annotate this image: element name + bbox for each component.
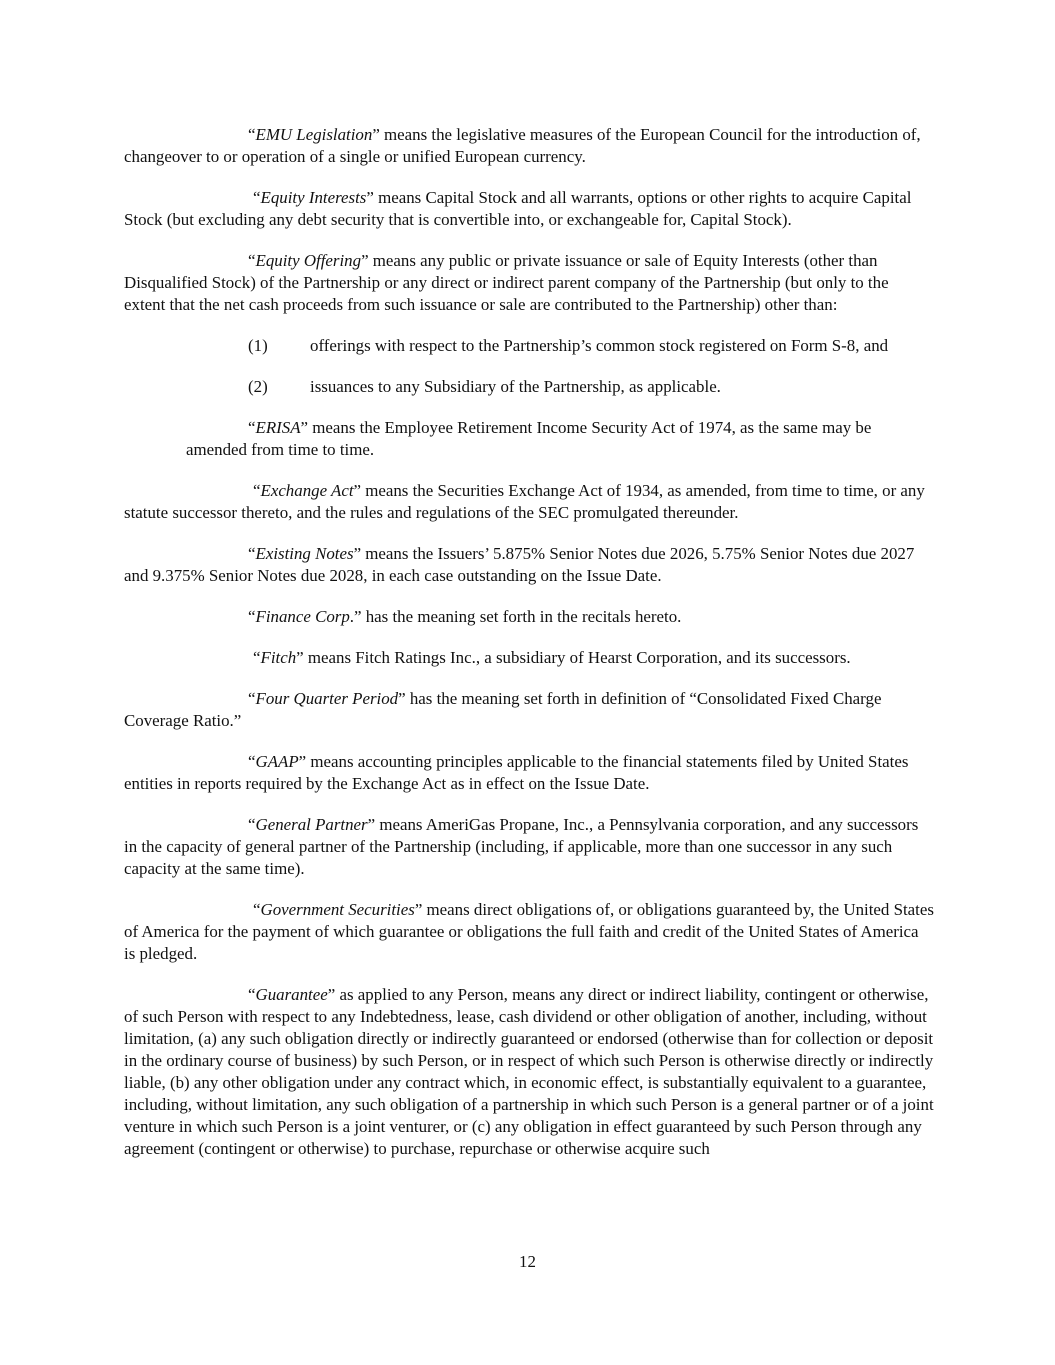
definition-text: ” means AmeriGas Propane, Inc., a Pennsylvania corporation, and any successors in the capacity of general partner of the Partnership (including, if applicable, more than one successor in any such capacity at the same time). (124, 815, 919, 878)
page-number: 12 (519, 1252, 536, 1271)
open-quote: “ (253, 648, 261, 667)
defined-term: Equity Interests (260, 188, 367, 207)
defined-term: Four Quarter Period (255, 689, 399, 708)
open-quote: “ (248, 607, 256, 626)
defined-term: Exchange Act (260, 481, 354, 500)
list-item-number: (1) (248, 336, 268, 355)
list-item-number: (2) (248, 377, 268, 396)
definition-emu-legislation (124, 124, 934, 168)
open-quote: “ (248, 689, 256, 708)
defined-term: General Partner (255, 815, 368, 834)
list-item-2 (124, 376, 934, 398)
open-quote: “ (248, 985, 256, 1004)
definition-text: ” means the Employee Retirement Income Security Act of 1974, as the same may be amended from time to time. (186, 418, 872, 459)
definition-fitch (124, 647, 934, 669)
definition-gaap (124, 751, 934, 795)
defined-term: Government Securities (260, 900, 415, 919)
definition-text: .” has the meaning set forth in the recitals hereto. (349, 607, 682, 626)
defined-term: GAAP (255, 752, 299, 771)
definition-text: ” as applied to any Person, means any direct or indirect liability, contingent or otherwise, of such Person with respect to any Indebtedness, lease, cash dividend or other obligation of another, including, without limitation, (a) any such obligation directly or indirectly guaranteed or endorsed (otherwise than for collection or deposit in the ordinary course of business) by such Person, or in respect of which such Person is otherwise directly or indirectly liable, (b) any other obligation under any contract which, in economic effect, is substantially equivalent to a guarantee, including, without limitation, any such obligation of a partnership in which such Person is a general partner or of a joint venture in which such Person is a joint venturer, or (c) any obligation in effect guaranteed by such Person through any agreement (contingent or otherwise) to purchase, repurchase or otherwise acquire such (124, 985, 934, 1158)
list-item-1 (124, 335, 934, 357)
definition-text: ” means direct obligations of, or obligations guaranteed by, the United States of America for the payment of which guarantee or obligations the full faith and credit of the United States of America is pledged. (124, 900, 934, 963)
definition-text: ” has the meaning set forth in definition of “Consolidated Fixed Charge Coverage Ratio.” (124, 689, 882, 730)
definition-exchange-act (124, 480, 934, 524)
defined-term: EMU Legislation (255, 125, 373, 144)
defined-term: Fitch (260, 648, 297, 667)
open-quote: “ (253, 481, 261, 500)
definition-guarantee (124, 984, 934, 1160)
definition-text: ” means any public or private issuance or sale of Equity Interests (other than Disqualified Stock) of the Partnership or any direct or indirect parent company of the Partnership (but only to the extent that the net cash proceeds from such issuance or sale are contributed to the Partnership) other than: (124, 251, 889, 314)
definition-existing-notes (124, 543, 934, 587)
definition-finance-corp (124, 606, 934, 628)
definition-government-securities (124, 899, 934, 965)
open-quote: “ (248, 418, 256, 437)
definition-text: ” means the Securities Exchange Act of 1934, as amended, from time to time, or any statute successor thereto, and the rules and regulations of the SEC promulgated thereunder. (124, 481, 925, 522)
definition-erisa (124, 417, 934, 461)
open-quote: “ (248, 815, 256, 834)
definition-text: ” means accounting principles applicable to the financial statements filed by United States entities in reports required by the Exchange Act as in effect on the Issue Date. (124, 752, 909, 793)
definition-text: ” means the legislative measures of the European Council for the introduction of, changeover to or operation of a single or unified European currency. (124, 125, 921, 166)
definition-four-quarter-period (124, 688, 934, 732)
definition-text: ” means Fitch Ratings Inc., a subsidiary of Hearst Corporation, and its successors. (296, 648, 851, 667)
definition-text: ” means Capital Stock and all warrants, options or other rights to acquire Capital Stock (but excluding any debt security that is convertible into, or exchangeable for, Capital Stock). (124, 188, 912, 229)
defined-term: Finance Corp (255, 607, 350, 626)
defined-term: ERISA (255, 418, 301, 437)
open-quote: “ (253, 900, 261, 919)
definition-equity-offering (124, 250, 934, 316)
definition-text: ” means the Issuers’ 5.875% Senior Notes due 2026, 5.75% Senior Notes due 2027 and 9.375% Senior Notes due 2028, in each case outstanding on the Issue Date. (124, 544, 915, 585)
defined-term: Existing Notes (255, 544, 354, 563)
definition-general-partner (124, 814, 934, 880)
list-item-text: issuances to any Subsidiary of the Partnership, as applicable. (310, 377, 721, 396)
list-item-text: offerings with respect to the Partnership’s common stock registered on Form S-8, and (310, 336, 889, 355)
document-page (124, 124, 934, 1160)
defined-term: Guarantee (255, 985, 328, 1004)
open-quote: “ (248, 544, 256, 563)
definition-equity-interests (124, 187, 934, 231)
open-quote: “ (248, 752, 256, 771)
open-quote: “ (253, 188, 261, 207)
open-quote: “ (248, 125, 256, 144)
defined-term: Equity Offering (255, 251, 362, 270)
open-quote: “ (248, 251, 256, 270)
